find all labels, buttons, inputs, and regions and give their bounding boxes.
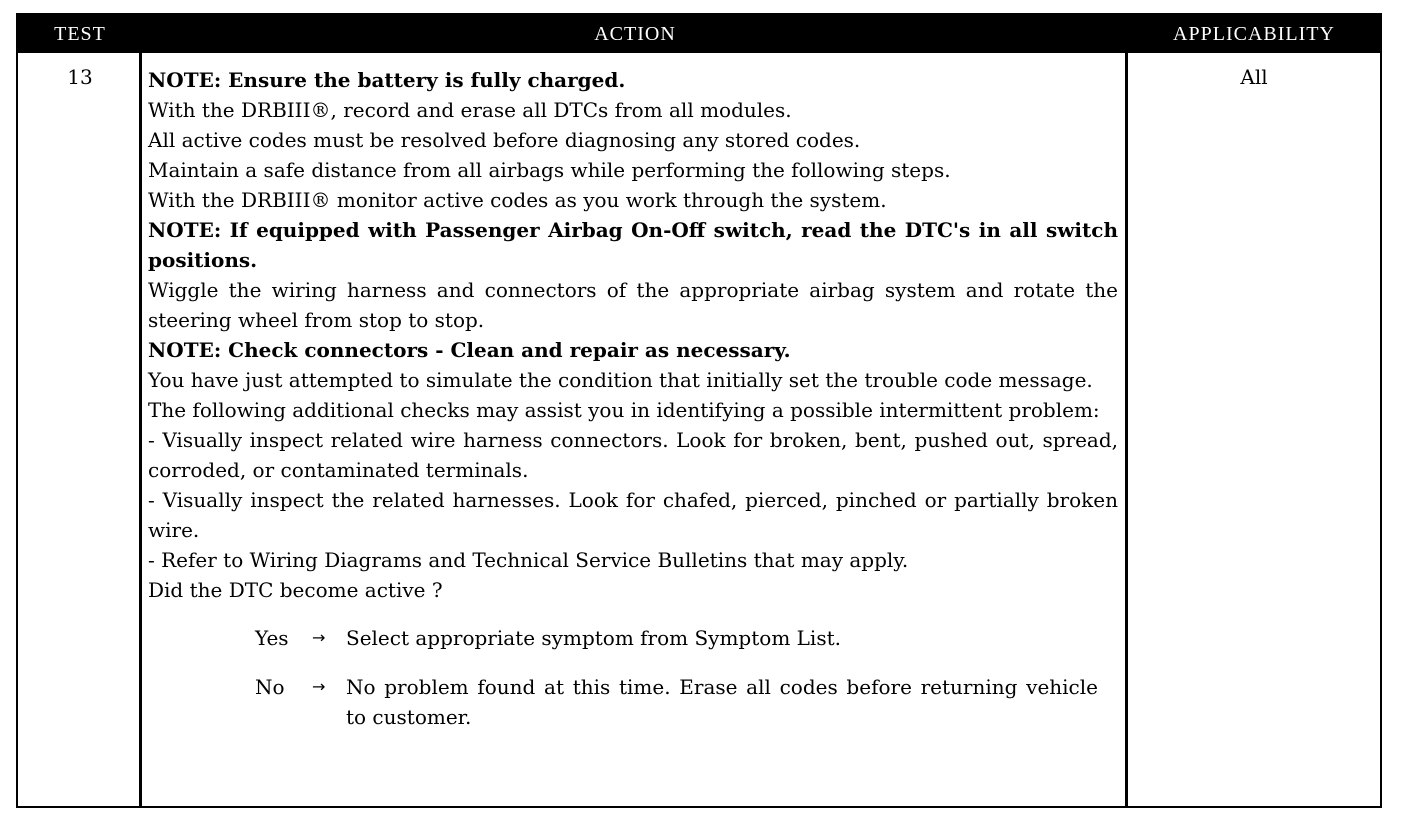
right-arrow-icon: → <box>312 628 326 647</box>
header-test: TEST <box>54 23 106 45</box>
action-line: Did the DTC become active ? <box>148 578 443 602</box>
applicability-value: All <box>1240 65 1268 89</box>
action-line: - Visually inspect related wire harness connectors. Look for broken, bent, pushed out, spread, corroded, or contaminated terminals. <box>148 428 1118 482</box>
outcome-label: Yes <box>255 626 289 650</box>
outcome-no <box>148 672 1118 732</box>
outcomes <box>148 623 1118 732</box>
action-line: NOTE: Check connectors - Clean and repair as necessary. <box>148 338 791 362</box>
action-line: The following additional checks may assist you in identifying a possible intermittent problem: <box>148 398 1100 422</box>
column-divider <box>1125 53 1128 806</box>
action-cell <box>148 65 1118 751</box>
header-action: ACTION <box>594 23 676 45</box>
action-line: With the DRBIII® monitor active codes as you work through the system. <box>148 188 887 212</box>
action-line: Wiggle the wiring harness and connectors of the appropriate airbag system and rotate the steering wheel from stop to stop. <box>148 278 1118 332</box>
right-arrow-icon: → <box>312 677 326 696</box>
action-line: You have just attempted to simulate the condition that initially set the trouble code message. <box>148 368 1093 392</box>
column-divider <box>139 53 142 806</box>
diagnostic-table <box>16 13 1382 808</box>
table-header <box>18 15 1380 53</box>
action-line: - Visually inspect the related harnesses. Look for chafed, pierced, pinched or partially broken wire. <box>148 488 1118 542</box>
action-line: Maintain a safe distance from all airbags while performing the following steps. <box>148 158 951 182</box>
action-line: NOTE: If equipped with Passenger Airbag On-Off switch, read the DTC's in all switch positions. <box>148 218 1118 272</box>
action-line: - Refer to Wiring Diagrams and Technical Service Bulletins that may apply. <box>148 548 909 572</box>
action-line: All active codes must be resolved before diagnosing any stored codes. <box>148 128 861 152</box>
outcome-yes <box>148 623 1118 653</box>
outcome-text: No problem found at this time. Erase all codes before returning vehicle to customer. <box>346 675 1098 729</box>
test-number: 13 <box>67 65 93 89</box>
header-applicability: APPLICABILITY <box>1173 23 1335 45</box>
action-line: NOTE: Ensure the battery is fully charged. <box>148 68 626 92</box>
outcome-text: Select appropriate symptom from Symptom List. <box>346 626 841 650</box>
outcome-label: No <box>255 675 285 699</box>
action-line: With the DRBIII®, record and erase all DTCs from all modules. <box>148 98 792 122</box>
